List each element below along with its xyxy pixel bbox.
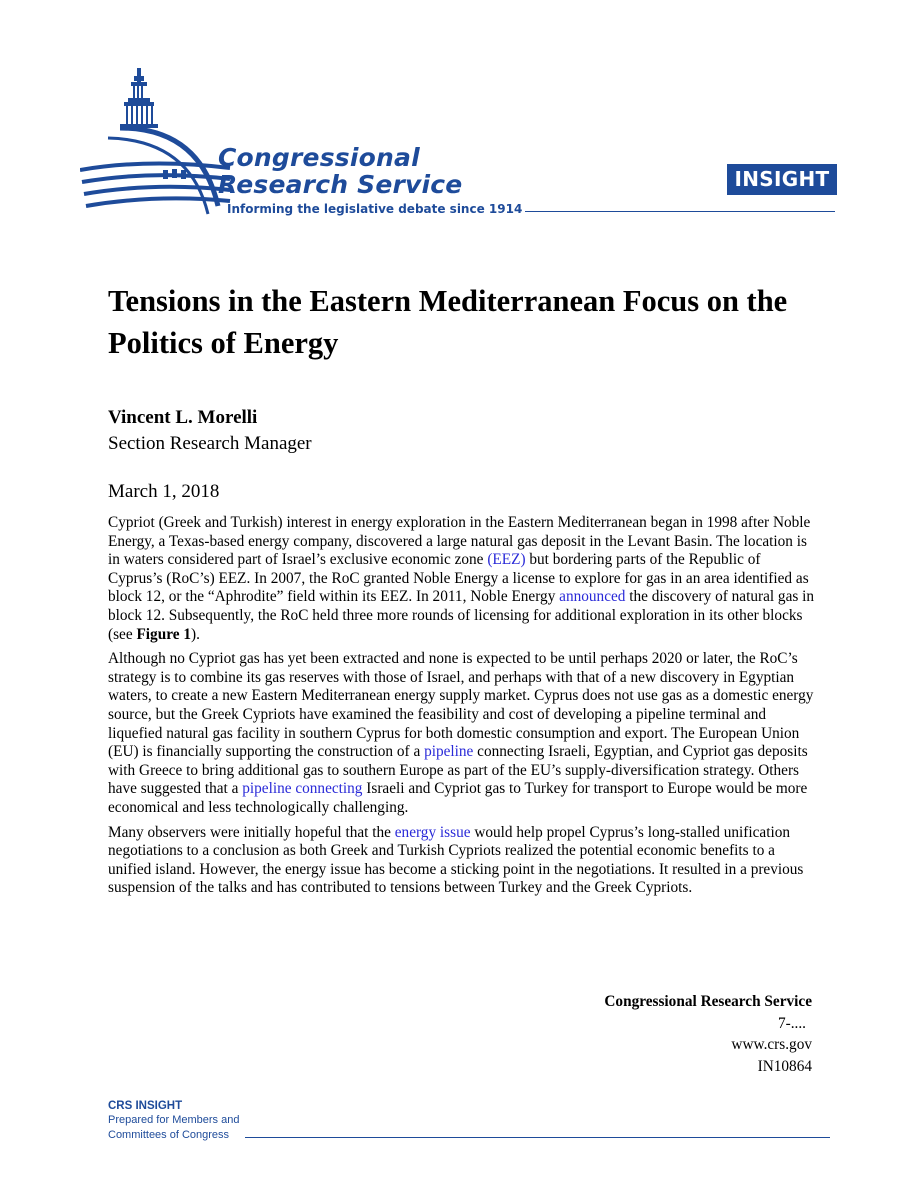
footer-line-2: Committees of Congress <box>108 1129 230 1141</box>
footer-line-1: Prepared for Members and <box>108 1114 240 1126</box>
header-divider <box>525 211 835 212</box>
text-run: Although no Cypriot gas has yet been extracted and none is expected to be until perhaps 2020 or later, the RoC’s strategy is to combine its gas reserves with those of Israel, and perhaps with that of a new discovery in Egyptian waters, to create a new Eastern Mediterranean energy supply market. Cyprus does not use gas as a domestic energy source, but the Greek Cypriots have examined the feasibility and cost of developing a pipeline terminal and liquefied natural gas facility in southern Cyprus for both domestic consumption and export. The European Union (EU) is financially supporting the construction of a <box>108 650 814 761</box>
footer-website[interactable]: www.crs.gov <box>731 1036 812 1053</box>
crs-insight-footer <box>108 1099 239 1143</box>
organization-name-line1: Congressional <box>218 143 420 172</box>
text-run: Israeli and Cypriot gas to Turkey for transport to Europe would be more economical and less technologically challenging. <box>108 780 808 816</box>
footer-info <box>604 991 812 1077</box>
text-run: would help propel Cyprus’s long-stalled unification negotiations to a conclusion as both Greek and Turkish Cypriots realized the potential economic benefits to a unified island. However, the energy issue has become a sticking point in the negotiations. It resulted in a previous suspension of the talks and has contributed to tensions between Turkey and the Greek Cypriots. <box>108 823 804 897</box>
organization-tagline: Informing the legislative debate since 1914 <box>227 202 523 216</box>
organization-name-line2: Research Service <box>218 170 463 199</box>
text-run: but bordering parts of the Republic of Cyprus’s (RoC’s) EEZ. In 2007, the RoC granted Noble Energy a license to explore for gas in an area identified as block 12, or the “Aphrodite” field within its EEZ. In 2011, Noble Energy <box>108 551 809 606</box>
footer-report-id: IN10864 <box>757 1057 812 1075</box>
document-body <box>108 514 816 904</box>
author-name: Vincent L. Morelli <box>108 407 258 428</box>
footer-divider <box>245 1137 830 1138</box>
text-run: the discovery of natural gas in block 12. Subsequently, the RoC held three more rounds of licensing for additional exploration in its other blocks (see <box>108 588 815 643</box>
document-title: Tensions in the Eastern Mediterranean Focus on the Politics of Energy <box>108 284 788 360</box>
pipeline-connecting-link[interactable]: pipeline connecting <box>242 780 363 798</box>
text-run: Cypriot (Greek and Turkish) interest in energy exploration in the Eastern Mediterranean began in 1998 after Noble Energy, a Texas-based energy company, discovered a large natural gas deposit in the Levant Basin. The location is in waters considered part of Israel’s exclusive economic zone <box>108 514 811 569</box>
energy-issue-link[interactable]: energy issue <box>394 823 471 841</box>
publication-date: March 1, 2018 <box>108 481 220 502</box>
insight-badge: INSIGHT <box>727 164 837 195</box>
paragraph-2 <box>108 650 816 817</box>
author-role: Section Research Manager <box>108 433 312 454</box>
paragraph-3 <box>108 824 816 898</box>
footer-code: 7-.... <box>777 1014 806 1032</box>
eez-link[interactable]: (EEZ) <box>487 551 526 569</box>
pipeline-link[interactable]: pipeline <box>424 743 474 761</box>
text-run: Many observers were initially hopeful that the <box>108 823 395 841</box>
paragraph-1 <box>108 514 816 644</box>
text-run: connecting Israeli, Egyptian, and Cypriot gas deposits with Greece to bring additional gas to southern Europe as part of the EU’s supply-diversification strategy. Others have suggested that a <box>108 743 808 798</box>
organization-name <box>218 144 462 198</box>
text-run: ). <box>190 625 200 643</box>
figure-reference: Figure 1 <box>136 625 191 643</box>
announced-link[interactable]: announced <box>559 588 626 606</box>
footer-organization: Congressional Research Service <box>604 993 812 1010</box>
footer-label: CRS INSIGHT <box>108 1100 183 1112</box>
